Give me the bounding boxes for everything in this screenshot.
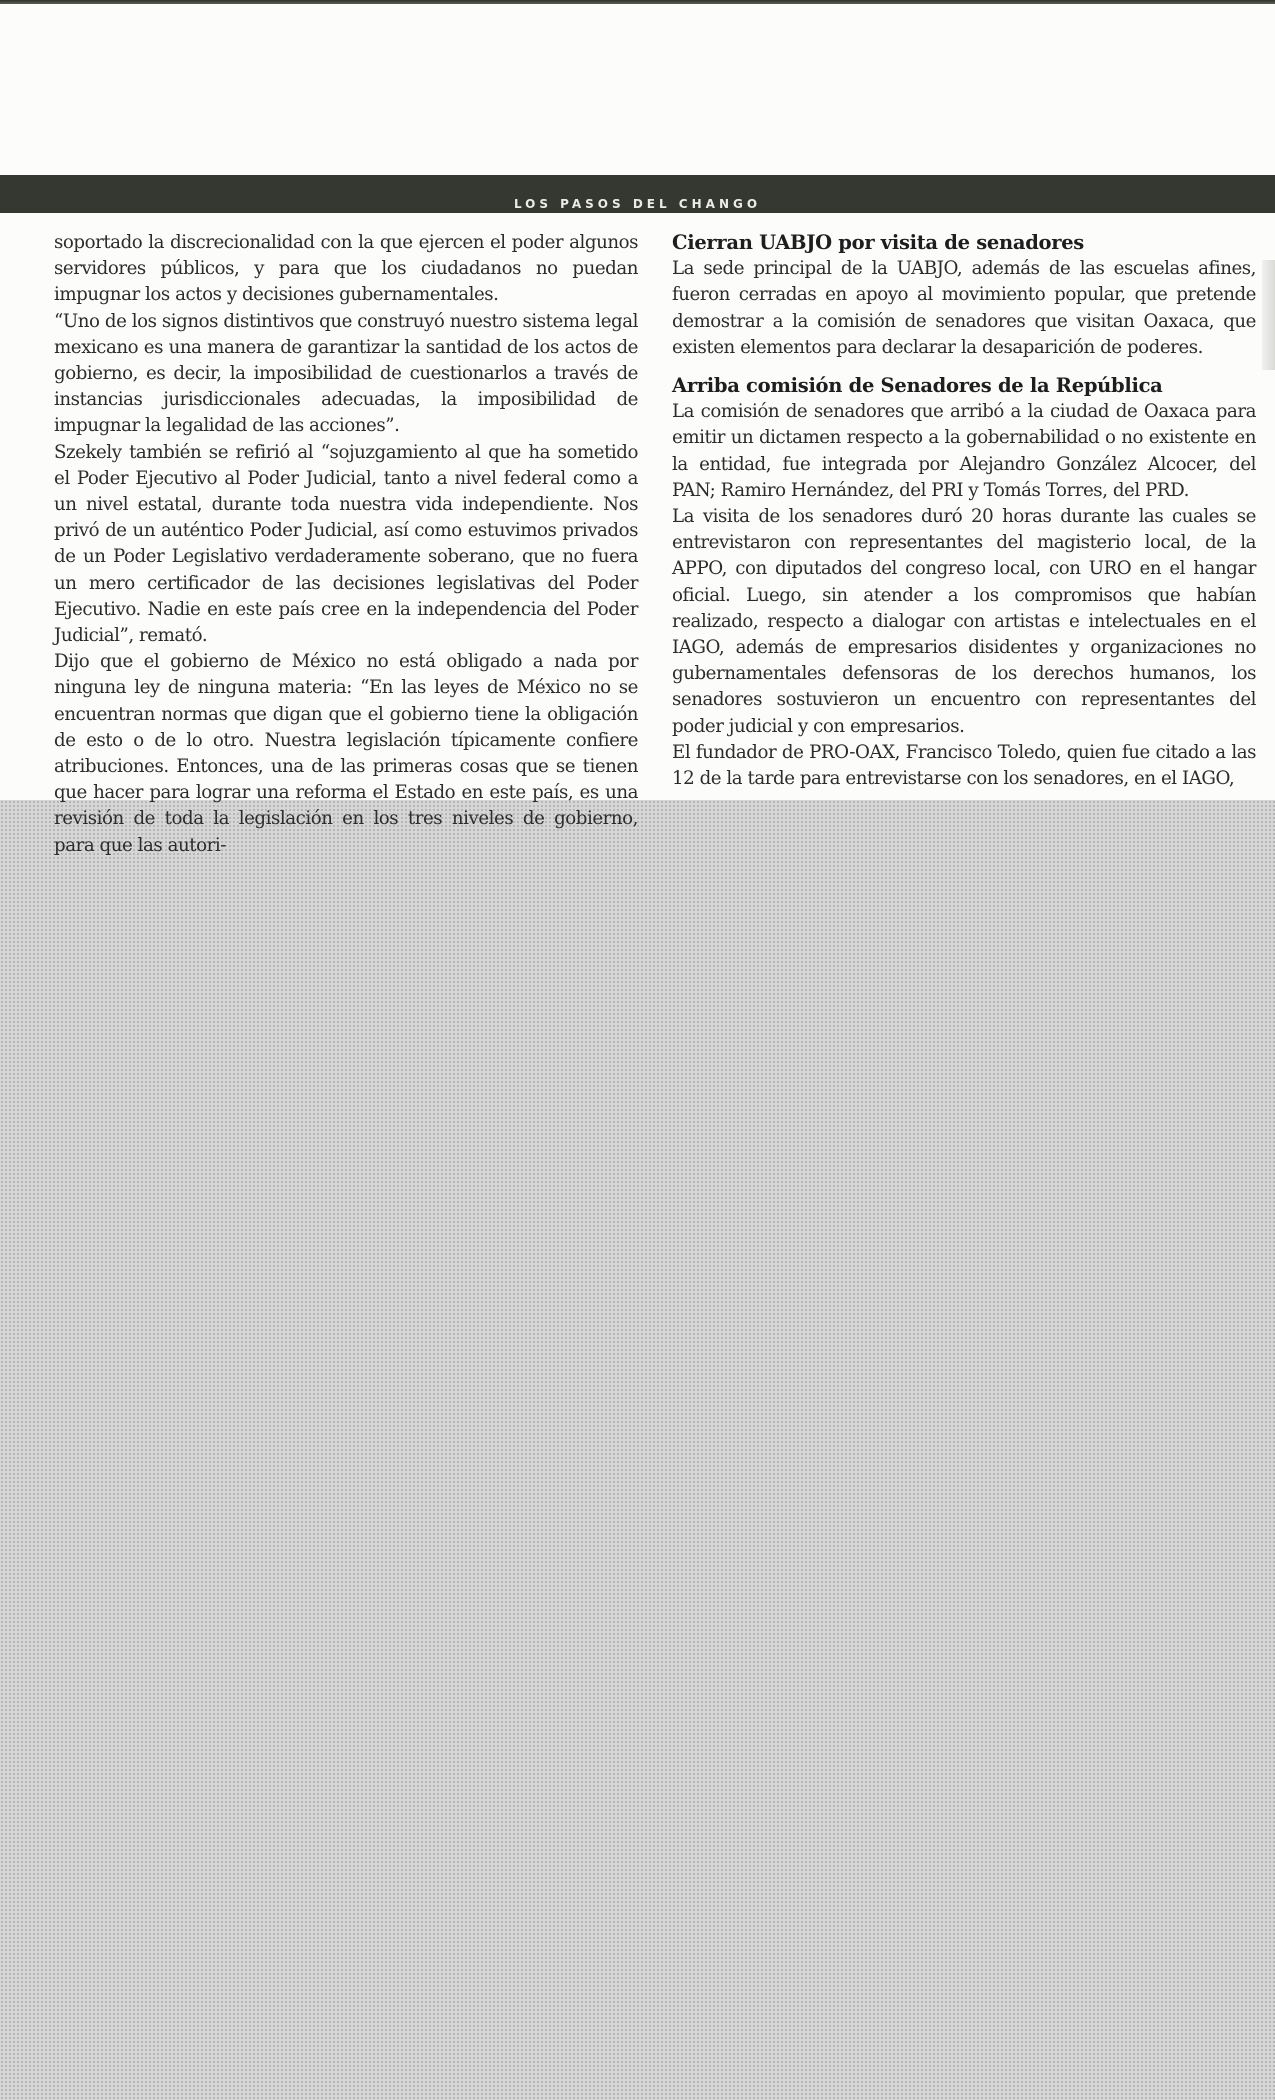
- right-column: [672, 230, 1256, 792]
- section-title: LOS PASOS DEL CHANGO: [513, 197, 762, 211]
- right-paragraph: El fundador de PRO-OAX, Francisco Toledo, quien fue citado a las 12 de la tarde para entrevistarse con los senadores, en el IAGO,: [672, 741, 1256, 790]
- left-paragraph: Szekely también se refirió al “sojuzgamiento al que ha sometido el Poder Ejecutivo al Poder Judicial, tanto a nivel federal como a un nivel estatal, durante toda nuestra vida independiente. Nos privó de un auténtico Poder Judicial, así como estuvimos privados de un Poder Legislativo verdaderamente soberano, que no fuera un mero certificador de las decisiones legislativas del Poder Ejecutivo. Nadie en este país cree en la independencia del Poder Judicial”, remató.: [54, 441, 638, 647]
- right-paragraph: La sede principal de la UABJO, además de las escuelas afines, fueron cerradas en apoyo al movimiento popular, que pretende demostrar a la comisión de senadores que visitan Oaxaca, que existen elementos para declarar la desaparición de poderes.: [672, 258, 1256, 358]
- page-top-edge: [0, 0, 1275, 4]
- left-paragraph: “Uno de los signos distintivos que construyó nuestro sistema legal mexicano es una manera de garantizar la santidad de los actos de gobierno, es decir, la imposibilidad de cuestionarlos a través de instancias jurisdiccionales adecuadas, la imposibilidad de impugnar la legalidad de las acciones”.: [54, 310, 638, 437]
- subheading-cierran-uabjo: Cierran UABJO por visita de senadores: [672, 231, 1084, 254]
- left-column: [54, 230, 638, 859]
- adjacent-page-edge: [1262, 260, 1275, 370]
- subheading-arriba-comision: Arriba comisión de Senadores de la República: [672, 374, 1163, 398]
- right-paragraph: La visita de los senadores duró 20 horas durante las cuales se entrevistaron con representantes del magisterio local, de la APPO, con diputados del congreso local, con URO en el hangar oficial. Luego, sin atender a los compromisos que habían realizado, respecto a dialogar con artistas e intelectuales en el IAGO, además de empresarios disidentes y organizaciones no gubernamentales defensoras de los derechos humanos, los senadores sostuvieron un encuentro con representantes del poder judicial y con empresarios.: [672, 506, 1256, 737]
- scanned-page: [0, 0, 1275, 856]
- right-paragraph: La comisión de senadores que arribó a la ciudad de Oaxaca para emitir un dictamen respecto a la gobernabilidad o no existente en la entidad, fue integrada por Alejandro González Alcocer, del PAN; Ramiro Hernández, del PRI y Tomás Torres, del PRD.: [672, 401, 1256, 501]
- left-paragraph: Dijo que el gobierno de México no está obligado a nada por ninguna ley de ninguna materia: “En las leyes de México no se encuentran normas que digan que el gobierno tiene la obligación de esto o de lo otro. Nuestra legislación típicamente confiere atribuciones. Entonces, una de las primeras cosas que se tienen que hacer para lograr una reforma el Estado en este país, es una revisión de toda la legislación en los tres niveles de gobierno, para que las autori-: [54, 651, 638, 856]
- left-paragraph: soportado la discrecionalidad con la que ejercen el poder algunos servidores públicos, y para que los ciudadanos no puedan impugnar los actos y decisiones gubernamentales.: [54, 232, 638, 306]
